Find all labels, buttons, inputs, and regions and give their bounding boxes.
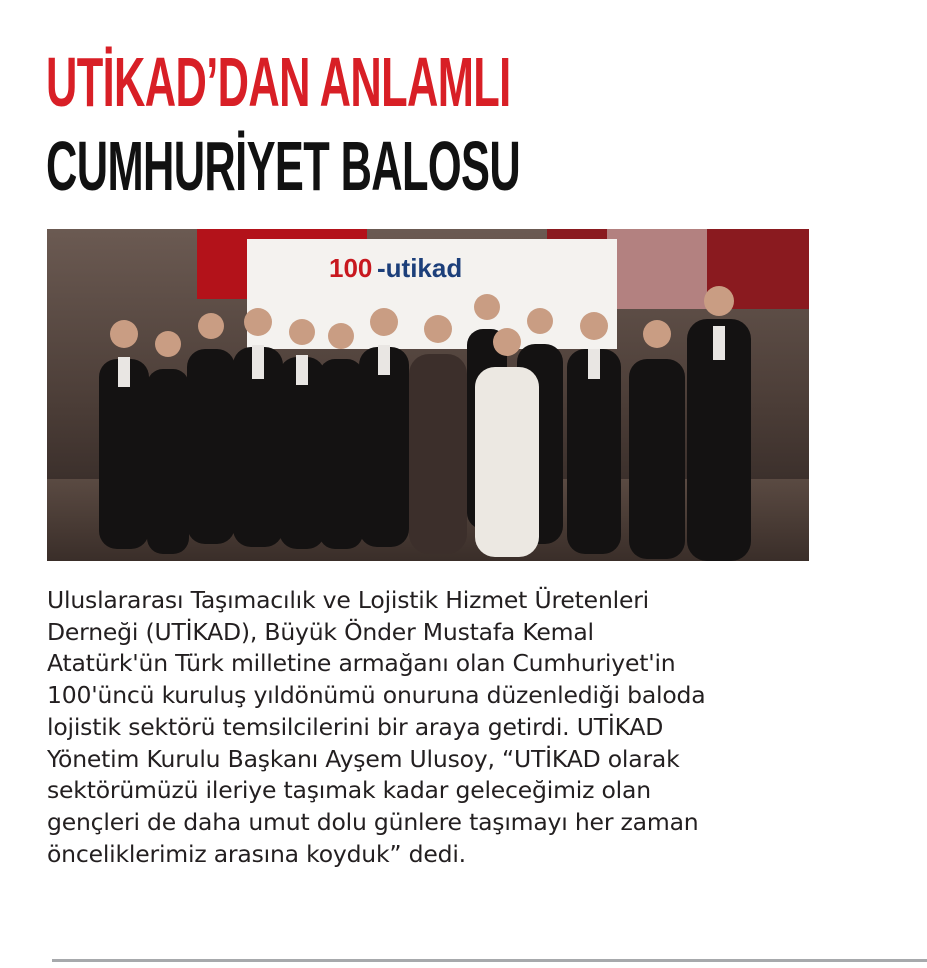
banner-logo-text: -utikad (377, 253, 463, 283)
body-line: Uluslararası Taşımacılık ve Lojistik Hizmet Üretenleri (47, 586, 650, 614)
body-line: 100'üncü kuruluş yıldönümü onuruna düzenlediği baloda (47, 681, 706, 710)
bottom-divider (52, 959, 927, 962)
body-line: Yönetim Kurulu Başkanı Ayşem Ulusoy, “UTİKAD olarak (47, 744, 680, 773)
event-photo (47, 229, 809, 561)
article-headline (46, 40, 520, 208)
event-photo-illustration (47, 229, 809, 561)
headline-line-1: UTİKAD’DAN ANLAMLI (46, 43, 511, 121)
body-line: gençleri de daha umut dolu günlere taşımayı her zaman (47, 807, 699, 836)
headline-line-2: CUMHURİYET BALOSU (46, 127, 521, 205)
article-body (47, 585, 907, 870)
body-line: lojistik sektörü temsilcilerini bir araya getirdi. UTİKAD (47, 712, 664, 741)
body-line: sektörümüzü ileriye taşımak kadar geleceğimiz olan (47, 776, 651, 805)
body-line: Atatürk'ün Türk milletine armağanı olan Cumhuriyet'in (47, 649, 676, 678)
body-line: önceliklerimiz arasına koyduk” dedi. (47, 839, 466, 868)
banner-number: 100 (329, 253, 373, 283)
body-line: Derneği (UTİKAD), Büyük Önder Mustafa Kemal (47, 617, 594, 646)
